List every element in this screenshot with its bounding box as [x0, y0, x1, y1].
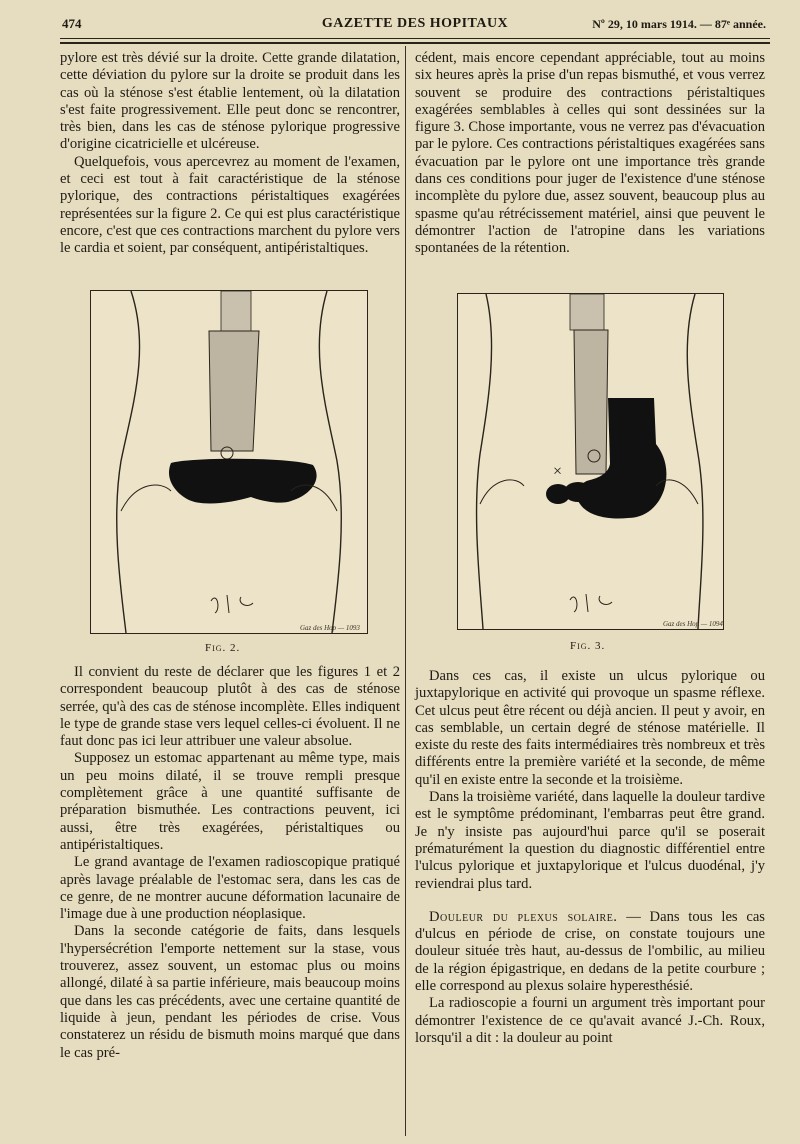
paragraph: La radioscopie a fourni un argument très important pour démontrer l'existence de ce qu'avait avancé J.-Ch. Roux, lorsqu'il a dit : la douleur au point	[415, 995, 765, 1046]
page-number: 474	[62, 16, 82, 31]
journal-title: GAZETTE DES HOPITAUX	[321, 16, 509, 31]
paragraph: Le grand avantage de l'examen radioscopique pratiqué après lavage préalable de l'estomac sera, dans les cas de ce genre, de ne montrer aucune déformation lacunaire de l'image due à une production néoplasique.	[60, 854, 400, 923]
figure-3	[457, 293, 724, 630]
stomach-radiograph-drawing	[91, 291, 367, 633]
header-rule	[60, 38, 770, 39]
figure-3-caption: Fig. 3.	[570, 640, 606, 652]
paragraph: Dans ces cas, il existe un ulcus pylorique ou juxtapylorique en activité qui provoque un spasme réflexe. Cet ulcus peut être récent ou déjà ancien. Il peut y avoir, en cas semblable, un certain degré de sténose matérielle. Il existe du reste des faits intermédiaires très nombreux et très différents entre la première variété et la seconde, de même qu'il en existe entre la seconde et la troisième.	[415, 668, 765, 788]
section-heading: Douleur du plexus solaire.	[429, 908, 618, 925]
paragraph: Supposez un estomac appartenant au même type, mais un peu moins dilaté, il se trouve rempli presque complètement grâce à une quantité suffisante de préparation bismuthée. Les contractions peuvent, ici aussi, être très exagérées, péristaltiques ou antipéristaltiques.	[60, 750, 400, 853]
section-paragraph	[415, 909, 765, 995]
paragraph: cédent, mais encore cependant appréciable, tout au moins six heures après la prise d'un repas bismuthé, et vous verrez souvent se produire des contractions péristaltiques exagérées semblables à celles qui sont dessinées sur la figure 3. Chose importante, vous ne verrez pas d'évacuation par le pylore. Ces contractions péristaltiques exagérées sans évacuation par le pylore ont une importance très grande dans ces conditions pour juger de l'existence d'une sténose incomplète du pylore due, assez souvent, beaucoup plus au spasme qu'au rétrécissement matériel, ainsi que peuvent le démontrer l'action de l'atropine dans les variations spontanées de la rétention.	[415, 50, 765, 257]
figure-2-caption: Fig. 2.	[205, 642, 241, 654]
paragraph: Dans la seconde catégorie de faits, dans lesquels l'hypersécrétion l'emporte nettement sur la stase, vous trouverez, assez souvent, un estomac plus ou moins allongé, dilaté à sa partie inférieure, mais beaucoup moins que dans les cas précédents, avec une certaine quantité de liquide à jeun, pendant les périodes de crise. Vous constaterez un résidu de bismuth moins marqué que dans le cas pré-	[60, 923, 400, 1061]
issue-info: Nº 29, 10 mars 1914. — 87ᵉ année.	[592, 17, 766, 31]
figure-2-credit: Gaz des Hop — 1093	[300, 624, 360, 632]
left-column-top	[60, 50, 400, 258]
paragraph: Il convient du reste de déclarer que les figures 1 et 2 correspondent beaucoup plutôt à des cas de sténose serrée, qu'à des cas de sténose incomplète. Elles indiquent le type de grande stase vers lequel celles-ci évoluent. Il ne faut donc pas ici leur attribuer une valeur absolue.	[60, 664, 400, 750]
column-divider	[405, 46, 406, 1136]
right-column-bottom	[415, 668, 765, 1047]
figure-2	[90, 290, 368, 634]
figure-3-credit: Gaz des Hop — 1094	[663, 620, 723, 628]
paragraph: Dans la troisième variété, dans laquelle la douleur tardive est le symptôme prédominant, l'embarras peut être grand. Je n'y insiste pas aujourd'hui parce qu'il se poserait prématurément la question du diagnostic différentiel entre l'ulcus pylorique et juxtapylorique et l'ulcus duodénal, j'y reviendrai plus tard.	[415, 789, 765, 892]
section-text: — Dans tous les cas d'ulcus en période de crise, on constate toujours une douleur située très haut, au-dessus de l'ombilic, au milieu de la région épigastrique, en dedans de la petite courbure ; elle correspond au plexus solaire hyperesthésié.	[415, 908, 765, 995]
ulcer-mark: ×	[553, 463, 563, 480]
right-column-top	[415, 50, 765, 258]
paragraph: Quelquefois, vous apercevrez au moment de l'examen, et ceci est tout à fait caractéristique de la sténose pylorique, des contractions péristaltiques exagérées représentées sur la figure 2. Ce qui est plus caractéristique encore, c'est que ces contractions marchent du pylore vers le cardia et soient, par conséquent, antipéristaltiques.	[60, 153, 400, 257]
left-column-bottom	[60, 664, 400, 1062]
stomach-radiograph-drawing	[458, 294, 723, 629]
page-header	[60, 12, 770, 38]
paragraph: pylore est très dévié sur la droite. Cette grande dilatation, cette déviation du pylore sur la droite se produit dans les cas où la sténose s'est établie lentement, où la dilatation s'est faite progressivement. Elle peut donc se rencontrer, très bien, dans les cas de sténose pylorique progressive d'origine cicatricielle et ulcéreuse.	[60, 50, 400, 153]
header-rule-thick	[60, 42, 770, 44]
